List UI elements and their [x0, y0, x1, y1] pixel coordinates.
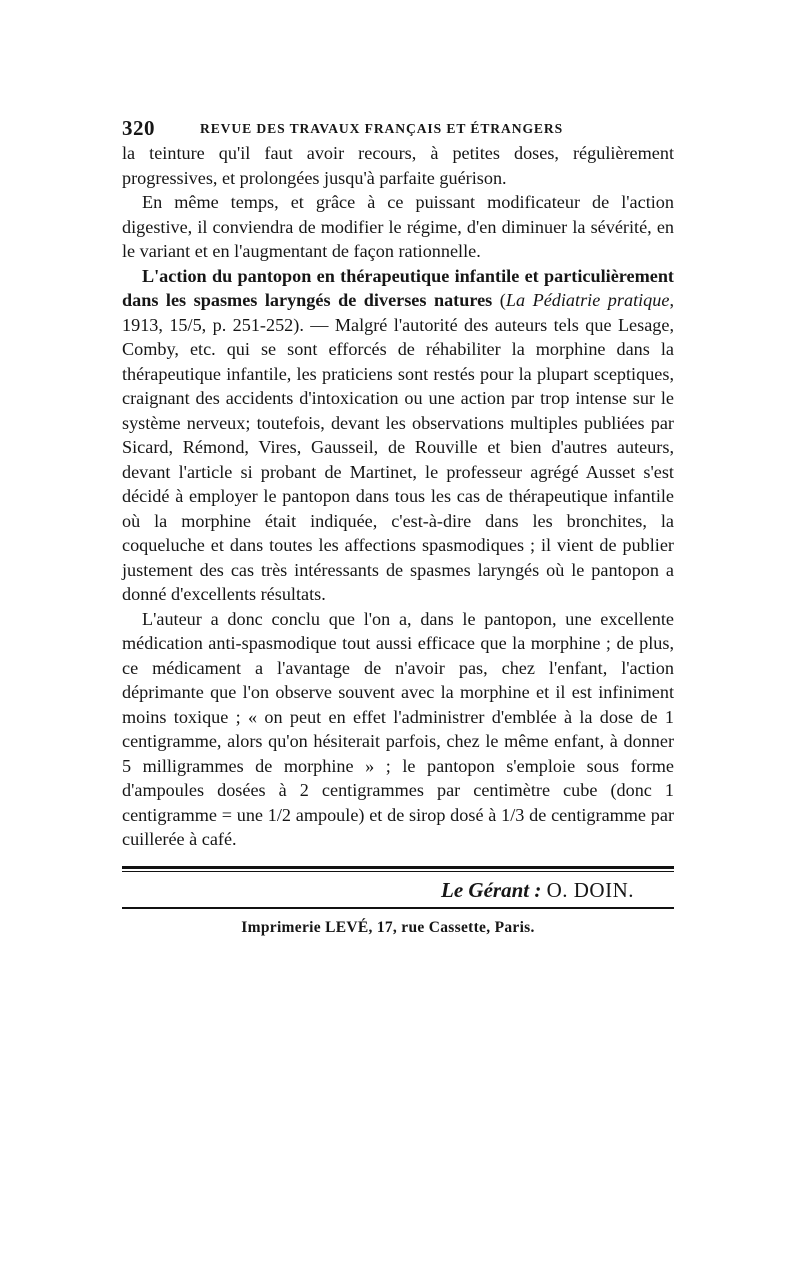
article-summary: Malgré l'autorité des auteurs tels que Lesage, Comby, etc. qui se sont efforcés de réhabiliter la morphine dans la thérapeutique infantile, les praticiens sont restés pour la plupart sceptiques, craignant des accidents d'intoxication ou une action par trop intense sur le système nerveux; toutefois, devant les observations multiples publiées par Sicard, Rémond, Vires, Gausseil, de Rouville et bien d'autres auteurs, devant l'article si probant de Martinet, le professeur agrégé Ausset s'est décidé à employer le pantopon dans tous les cas de thérapeutique infantile où la morphine était indiquée, c'est-à-dire dans les bronchites, la coqueluche et dans toutes les affections spasmodiques ; il vient de publier justement des cas très intéressants de spasmes laryngés où le pantopon a donné d'excellents résultats. [122, 314, 674, 604]
section-heading: L'action du pantopon en thérapeutique infantile et particulièrement dans les spasmes laryngés de diverses natures [122, 265, 674, 310]
signature-role: Le Gérant : [441, 877, 542, 902]
double-rule-thin [122, 871, 674, 872]
article-body [122, 141, 674, 852]
closing-rules [122, 866, 674, 872]
paragraph-continuation: la teinture qu'il faut avoir recours, à petites doses, régulièrement progressives, et prolongées jusqu'à parfaite guérison. [122, 143, 674, 188]
page-header [122, 110, 674, 140]
double-rule-thick [122, 866, 674, 869]
signature-name: O. DOIN. [546, 877, 634, 902]
running-title: REVUE DES TRAVAUX FRANÇAIS ET ÉTRANGERS [200, 121, 564, 136]
citation-details: , 1913, 15/5, p. 251-252). — [122, 290, 674, 335]
paragraph-regime: En même temps, et grâce à ce puissant modificateur de l'action digestive, il conviendra de modifier le régime, d'en diminuer la sévérité, en le variant et en l'augmentant de façon rationnelle. [122, 192, 674, 261]
document-page [122, 110, 674, 937]
signature-rule [122, 907, 674, 909]
page-number: 320 [122, 116, 155, 140]
citation-journal: La Pédiatrie pratique [505, 290, 670, 310]
manager-signature [122, 878, 674, 903]
citation-open: ( [492, 290, 506, 310]
paragraph-conclusion: L'auteur a donc conclu que l'on a, dans le pantopon, une excellente médication anti-spasmodique tout aussi efficace que la morphine ; de plus, ce médicament a l'avantage de n'avoir pas, chez l'enfant, l'action déprimante que l'on observe souvent avec la morphine et il est infiniment moins toxique ; « on peut en effet l'administrer d'emblée à la dose de 1 centigramme, alors qu'on hésiterait parfois, chez le même enfant, à donner 5 milligrammes de morphine » ; le pantopon s'emploie sous forme d'ampoules dosées à 2 centigrammes par centimètre cube (donc 1 centigramme = une 1/2 ampoule) et de sirop dosé à 1/3 de centigramme par cuillerée à café. [122, 608, 674, 849]
paragraph-pantopon-article [122, 264, 674, 607]
printer-imprint: Imprimerie LEVÉ, 17, rue Cassette, Paris. [241, 918, 535, 936]
